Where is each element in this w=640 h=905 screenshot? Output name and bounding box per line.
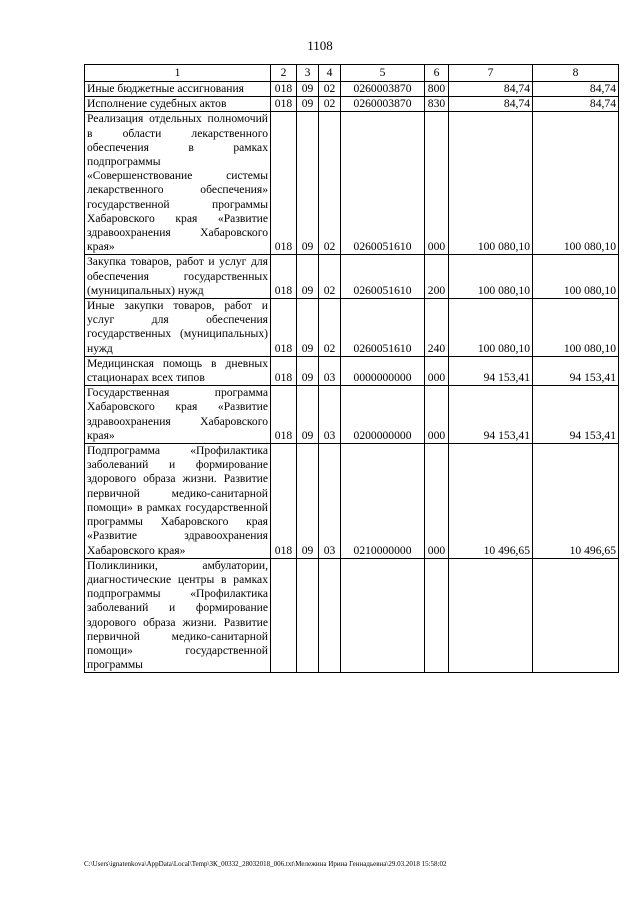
row-amount-1: 100 080,10 (449, 255, 533, 299)
header-row (85, 65, 619, 82)
header-col-2: 2 (271, 65, 297, 82)
row-section (297, 558, 319, 673)
row-subsection: 02 (319, 112, 341, 255)
row-admin-code: 018 (271, 112, 297, 255)
header-col-5: 5 (341, 65, 425, 82)
row-admin-code: 018 (271, 356, 297, 385)
row-target-article (341, 558, 425, 673)
row-amount-2: 100 080,10 (533, 299, 619, 357)
row-name: Закупка товаров, работ и услуг для обеспечения государственных (муниципальных) нужд (85, 255, 271, 299)
row-target-article: 0210000000 (341, 444, 425, 559)
row-section: 09 (297, 444, 319, 559)
row-expense-type: 000 (425, 112, 449, 255)
row-name: Поликлиники, амбулатории, диагностические центры в рамках подпрограммы «Профилактика заболеваний и формирование здорового образа жизни. Развитие первичной медико-санитарной помощи» государственной программы (85, 558, 271, 673)
row-amount-1 (449, 558, 533, 673)
row-section: 09 (297, 255, 319, 299)
table-row (85, 82, 619, 97)
table-row-continued (85, 558, 619, 673)
row-subsection: 02 (319, 97, 341, 112)
row-amount-1: 100 080,10 (449, 112, 533, 255)
row-admin-code: 018 (271, 386, 297, 444)
row-expense-type: 240 (425, 299, 449, 357)
row-name: Иные бюджетные ассигнования (85, 82, 271, 97)
row-admin-code: 018 (271, 82, 297, 97)
row-name: Государственная программа Хабаровского края «Развитие здравоохранения Хабаровского края» (85, 386, 271, 444)
row-amount-1: 10 496,65 (449, 444, 533, 559)
row-subsection: 03 (319, 356, 341, 385)
row-amount-2: 84,74 (533, 82, 619, 97)
row-section: 09 (297, 82, 319, 97)
row-expense-type: 830 (425, 97, 449, 112)
row-name: Исполнение судебных актов (85, 97, 271, 112)
header-col-7: 7 (449, 65, 533, 82)
table-row (85, 356, 619, 385)
row-name: Подпрограмма «Профилактика заболеваний и формирование здорового образа жизни. Развитие первичной медико-санитарной помощи» в рамках государственной программы Хабаровского края «Развитие здравоохранения Хабаровского края» (85, 444, 271, 559)
header-col-8: 8 (533, 65, 619, 82)
budget-table (84, 64, 619, 673)
row-amount-1: 100 080,10 (449, 299, 533, 357)
row-target-article: 0260003870 (341, 97, 425, 112)
row-expense-type: 000 (425, 444, 449, 559)
row-name: Иные закупки товаров, работ и услуг для обеспечения государственных (муниципальных) нужд (85, 299, 271, 357)
row-section: 09 (297, 386, 319, 444)
row-amount-2 (533, 558, 619, 673)
row-expense-type: 200 (425, 255, 449, 299)
row-amount-2: 100 080,10 (533, 255, 619, 299)
row-admin-code: 018 (271, 255, 297, 299)
row-admin-code: 018 (271, 97, 297, 112)
row-expense-type: 000 (425, 386, 449, 444)
row-amount-2: 94 153,41 (533, 386, 619, 444)
header-col-3: 3 (297, 65, 319, 82)
table-row (85, 444, 619, 559)
header-col-1: 1 (85, 65, 271, 82)
row-subsection: 02 (319, 255, 341, 299)
row-section: 09 (297, 356, 319, 385)
row-amount-1: 84,74 (449, 82, 533, 97)
row-amount-2: 84,74 (533, 97, 619, 112)
row-name: Медицинская помощь в дневных стационарах всех типов (85, 356, 271, 385)
row-subsection: 03 (319, 386, 341, 444)
row-admin-code (271, 558, 297, 673)
row-subsection: 02 (319, 82, 341, 97)
row-target-article: 0260051610 (341, 255, 425, 299)
row-expense-type: 000 (425, 356, 449, 385)
row-section: 09 (297, 97, 319, 112)
header-col-6: 6 (425, 65, 449, 82)
row-amount-2: 94 153,41 (533, 356, 619, 385)
file-path-footer: C:\Users\ignatenkova\AppData\Local\Temp\ЗК_00332_28032018_006.txt\Мележина Ирина Геннадьевна\29.03.2018 15:58:02 (84, 860, 447, 868)
row-admin-code: 018 (271, 444, 297, 559)
table-row (85, 112, 619, 255)
table-row (85, 299, 619, 357)
row-amount-1: 84,74 (449, 97, 533, 112)
row-target-article: 0000000000 (341, 356, 425, 385)
row-subsection: 03 (319, 444, 341, 559)
table-row (85, 386, 619, 444)
header-col-4: 4 (319, 65, 341, 82)
row-amount-2: 100 080,10 (533, 112, 619, 255)
table-row (85, 255, 619, 299)
row-section: 09 (297, 112, 319, 255)
row-expense-type (425, 558, 449, 673)
row-amount-2: 10 496,65 (533, 444, 619, 559)
row-admin-code: 018 (271, 299, 297, 357)
row-amount-1: 94 153,41 (449, 386, 533, 444)
row-target-article: 0260051610 (341, 112, 425, 255)
row-subsection (319, 558, 341, 673)
row-target-article: 0200000000 (341, 386, 425, 444)
page-number: 1108 (307, 38, 333, 53)
table-row (85, 97, 619, 112)
row-target-article: 0260051610 (341, 299, 425, 357)
row-expense-type: 800 (425, 82, 449, 97)
row-section: 09 (297, 299, 319, 357)
row-subsection: 02 (319, 299, 341, 357)
row-name: Реализация отдельных полномочий в области лекарственного обеспечения в рамках подпрограммы «Совершенствование системы лекарственного обеспечения» государственной программы Хабаровского края «Развитие здравоохранения Хабаровского края» (85, 112, 271, 255)
row-amount-1: 94 153,41 (449, 356, 533, 385)
row-target-article: 0260003870 (341, 82, 425, 97)
